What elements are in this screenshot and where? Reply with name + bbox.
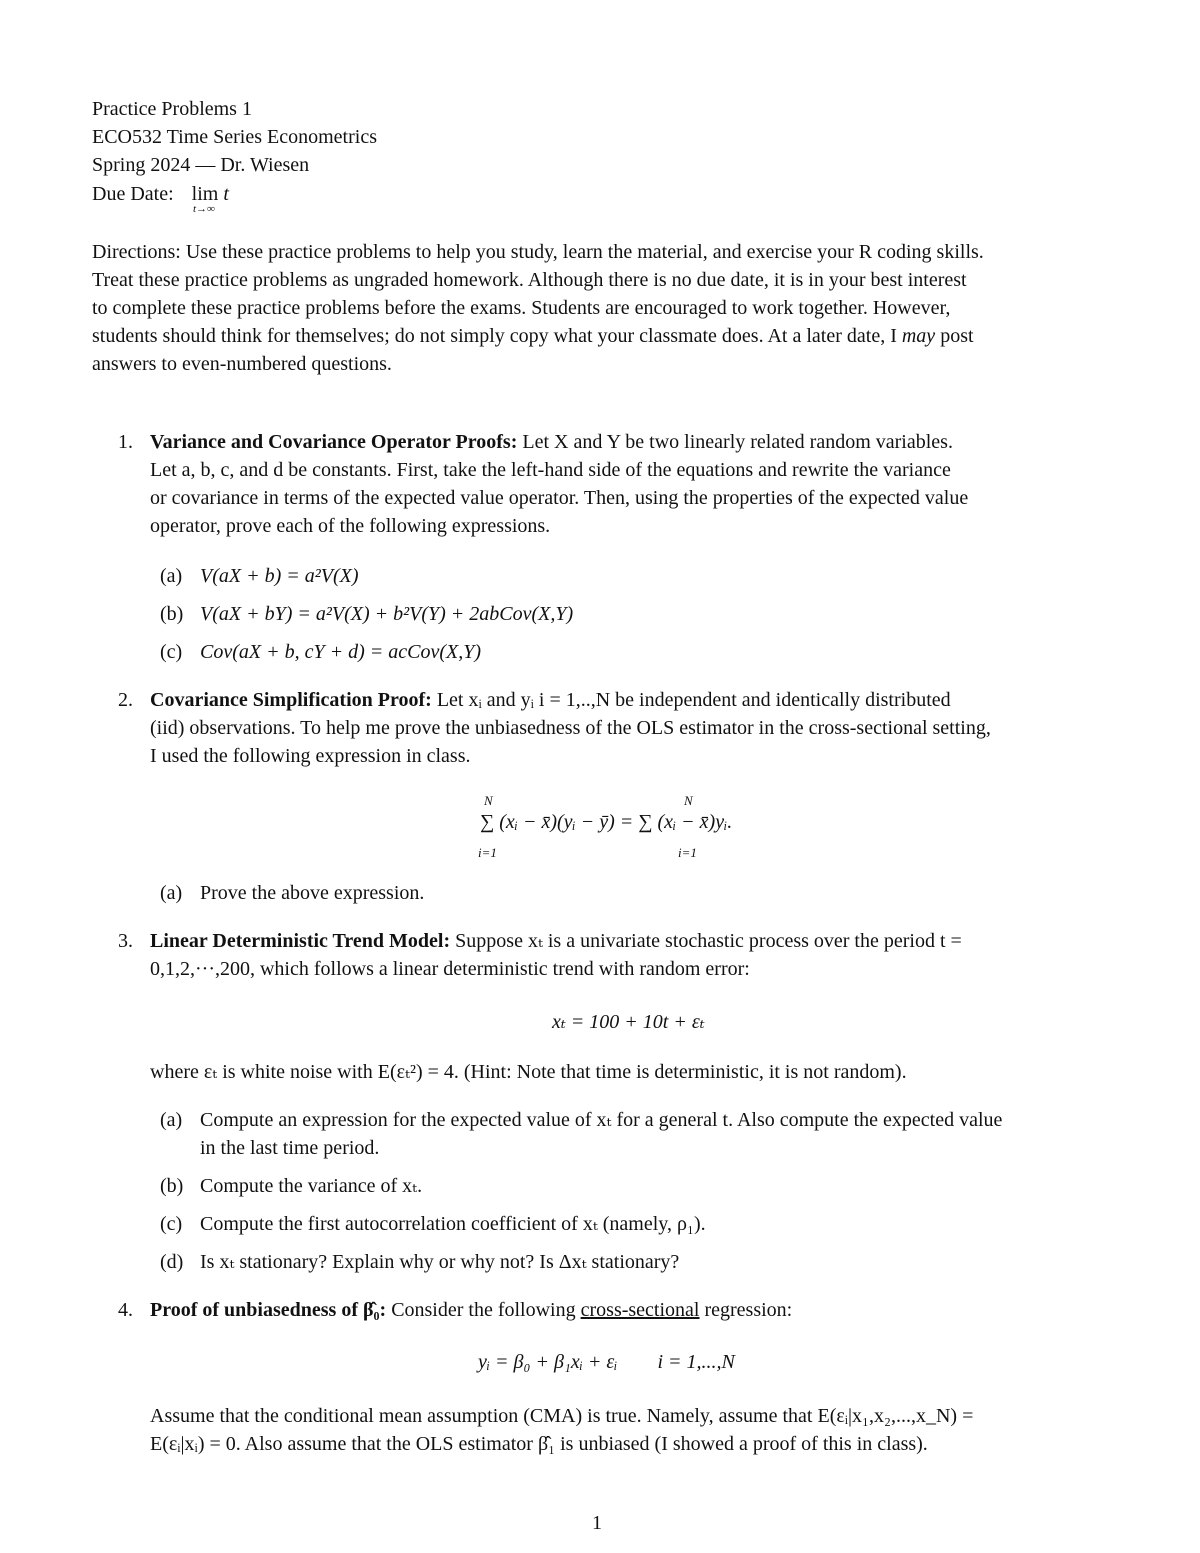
question-text: Proof of unbiasedness of β̂₀: Consider the following cross-sectional regression: [150,1299,793,1321]
q2-equation: ∑ (xᵢ − x̄)(yᵢ − ȳ) = ∑ (xᵢ − x̄)yᵢ. [480,811,733,833]
q4-equation: yᵢ = β₀ + β₁xᵢ + εᵢ i = 1,...,N [478,1351,735,1373]
sum-lower-2: i=1 [678,845,697,860]
question-title: Linear Deterministic Trend Model: [150,930,451,952]
sum-upper-1: N [484,793,493,808]
directions-may: may [901,325,936,347]
question-title: Covariance Simplification Proof: [150,689,432,711]
directions-line: Treat these practice problems as ungraded homework. Although there is no due date, it is in your best interest [92,269,967,291]
q3-equation: xₜ = 100 + 10t + εₜ [552,1011,705,1033]
directions-line: Directions: Use these practice problems to help you study, learn the material, and exercise your R coding skills. [92,241,984,263]
due-var: t [223,183,229,205]
directions-paragraph [92,238,1132,378]
q3-where: where εₜ is white noise with E(εₜ²) = 4. (Hint: Note that time is deterministic, it is not random). [150,1061,907,1083]
sum-lower-1: i=1 [478,845,497,860]
directions-line: answers to even-numbered questions. [92,353,392,375]
due-lim-subscript: t→∞ [193,203,215,215]
header-course: ECO532 Time Series Econometrics [92,126,377,148]
header-term: Spring 2024 — Dr. Wiesen [92,154,310,176]
question-number: 4. [118,1299,133,1321]
directions-line: to complete these practice problems before the exams. Students are encouraged to work together. However, [92,297,951,319]
question-title: Variance and Covariance Operator Proofs: [150,431,518,453]
header-title: Practice Problems 1 [92,98,252,120]
due-label: Due Date: [92,183,174,205]
question-text: Variance and Covariance Operator Proofs: Let X and Y be two linearly related random variables. Let a, b, c, and d be constants. First, take the left-hand side of the equations and rewrite the variance or covariance in terms of the expected value operator. Then, using the properties of the expected value operator, prove each of the following expressions. [150,431,969,537]
question-text: Covariance Simplification Proof: Let xᵢ and yᵢ i = 1,..,N be independent and identically distributed (iid) observations. To help me prove the unbiasedness of the OLS estimator in the cross-sectional setting, I used the following expression in class. [150,689,991,767]
document-page: Practice Problems 1 ECO532 Time Series Econometrics Spring 2024 — Dr. Wiesen Due Date: lim t t→∞ Directions: Use these practice problems to help you study, learn the material, and exercise your R coding skills. Treat these practice problems as ungraded homework. Although there is no due date, it is in your best interest to complete these practice problems before the exams. Students are encouraged to work together. However, students should think for themselves; do not simply copy what your classmate does. At a later date, I may post answers to even-numbered questions. 1. Variance and Covariance Operator Proofs: Let X and Y be two linearly related random variables. Let a, b, c, and d be constants. First, take the left-hand side of the equations and rewrite the variance or covariance in terms of the expected value operator. Then, using the properties of the expected value operator, prove each of the following expressions. (a) V(aX + b) = a²V(X) (b) V(aX + bY) = a²V(X) + b²V(Y) + 2abCov(X,Y) (c) Cov(aX + b, cY + d) = acCov(X,Y) 2. Covariance Simplification Proof: Let xᵢ and yᵢ i = 1,..,N be independent and identically distributed (iid) observations. To help me prove the unbiasedness of the OLS estimator in the cross-sectional setting, I used the following expression in class. N N ∑ (xᵢ − x̄)(yᵢ − ȳ) = ∑ (xᵢ − x̄)yᵢ. i=1 i=1 (a) Prove the above expression. 3. Linear Deterministic Trend Model: Suppose xₜ is a univariate stochastic process over the period t = 0,1,2,···,200, which follows a linear deterministic trend with random error: xₜ = 100 + 10t + εₜ where εₜ is white noise with E(εₜ²) = 4. (Hint: Note that time is deterministic, it is not random). (a) Compute an expression for the expected value of xₜ for a general t. Also compute the expected value in the last time period. (b) Compute the variance of xₜ. (c) Compute the first autocorrelation coefficient of xₜ (namely, ρ₁). (d) Is xₜ stationary? Explain why or why not? Is Δxₜ stationary? 4. Proof of unbiasedness of β̂₀: Consider the following cross-sectional regression: yᵢ = β₀ + β₁xᵢ + εᵢ i = 1,...,N Assume that the conditional mean assumption (CMA) is true. Namely, assume that E(εᵢ|x₁,x₂,...,x_N) = E(εᵢ|xᵢ) = 0. Also assume that the OLS estimator β̂₁ is unbiased (I showed a proof of this in class). 1 [0,0,1200,1553]
question-text: Linear Deterministic Trend Model: Suppose xₜ is a univariate stochastic process over the period t = 0,1,2,···,200, which follows a linear deterministic trend with random error: [150,930,962,980]
question-number: 3. [118,930,133,952]
question-number: 2. [118,689,133,711]
page-number: 1 [592,1512,602,1534]
question-title: Proof of unbiasedness of β̂₀: [150,1299,387,1321]
question-number: 1. [118,431,133,453]
sum-upper-2: N [684,793,693,808]
directions-line: students should think for themselves; do not simply copy what your classmate does. At a later date, I may post [92,325,974,347]
underlined-term: cross-sectional [580,1299,700,1321]
q4-assumption: Assume that the conditional mean assumption (CMA) is true. Namely, assume that E(εᵢ|x₁,x₂,...,x_N) = E(εᵢ|xᵢ) = 0. Also assume that the OLS estimator β̂₁ is unbiased (I showed a proof of this in class). [150,1405,974,1455]
due-lim: lim [191,183,219,205]
header-due [92,184,229,204]
